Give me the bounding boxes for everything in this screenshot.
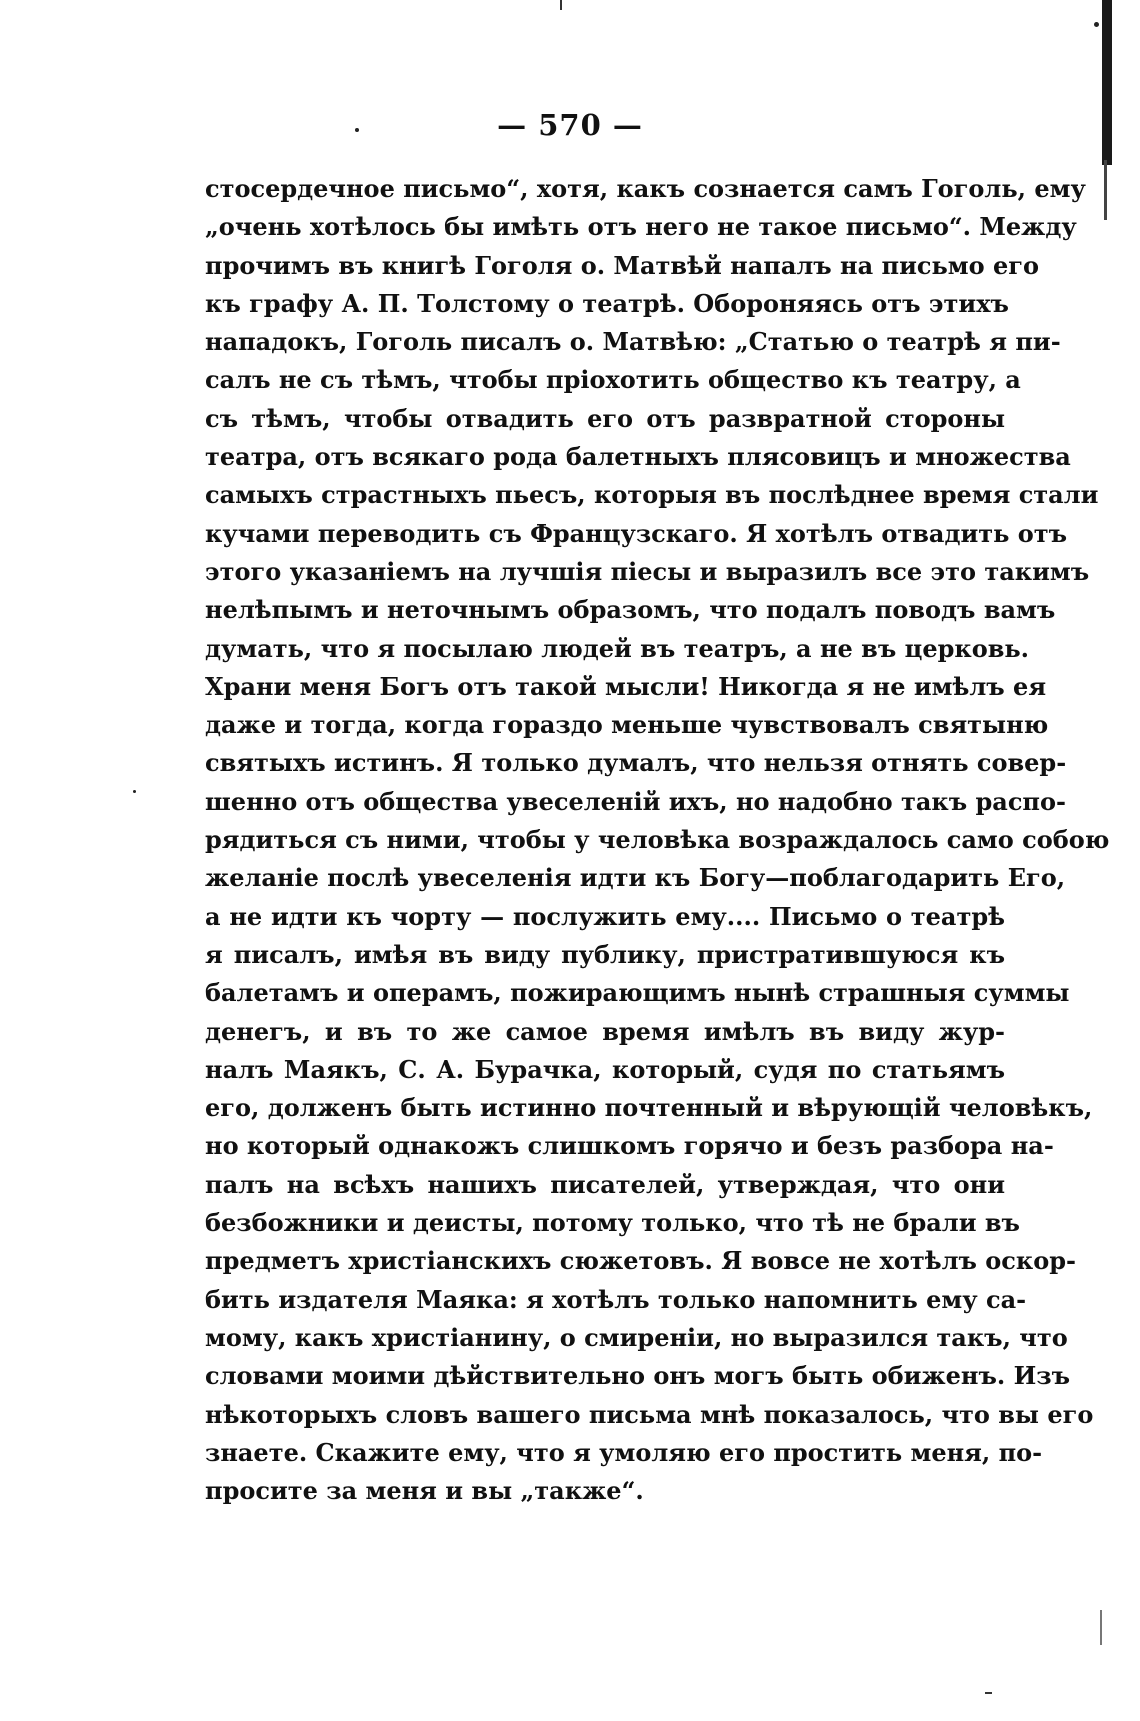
text-line: его, долженъ быть истинно почтенный и вѣрующій человѣкъ, xyxy=(205,1093,1093,1123)
text-line: безбожники и деисты, потому только, что тѣ не брали въ xyxy=(205,1208,1020,1238)
text-line: стосердечное письмо“, хотя, какъ сознается самъ Гоголь, ему xyxy=(205,174,1086,203)
scan-edge-shadow-thin xyxy=(1104,160,1107,220)
text-line: нелѣпымъ и неточнымъ образомъ, что подалъ поводъ вамъ xyxy=(205,595,1056,625)
scan-tick xyxy=(985,1692,992,1694)
scan-speck xyxy=(133,790,136,793)
scan-speck xyxy=(1094,22,1099,27)
text-line: палъ на всѣхъ нашихъ писателей, утверждая, что они xyxy=(205,1169,1005,1199)
scan-tick xyxy=(560,0,562,10)
text-line: денегъ, и въ то же самое время имѣлъ въ виду жур- xyxy=(205,1016,1005,1046)
body-text xyxy=(205,170,1110,1510)
text-line: бить издателя Маяка: я хотѣлъ только напомнить ему са- xyxy=(205,1284,1027,1314)
text-line: я писалъ, имѣя въ виду публику, пристратившуюся къ xyxy=(205,939,1005,969)
text-line: а не идти къ чорту — послужить ему.... Письмо о театрѣ xyxy=(205,901,1005,931)
text-line: знаете. Скажите ему, что я умоляю его простить меня, по- xyxy=(205,1437,1043,1467)
text-line: Храни меня Богъ отъ такой мысли! Никогда я не имѣлъ ея xyxy=(205,671,1047,701)
text-line: желаніе послѣ увеселенія идти къ Богу—поблагодарить Его, xyxy=(205,863,1066,893)
text-line: кучами переводить съ Французскаго. Я хотѣлъ отвадить отъ xyxy=(205,518,1068,548)
text-line: даже и тогда, когда гораздо меньше чувствовалъ святыню xyxy=(205,710,1049,740)
text-line: салъ не съ тѣмъ, чтобы пріохотить общество къ театру, а xyxy=(205,365,1021,395)
text-line: „очень хотѣлось бы имѣть отъ него не такое письмо“. Между xyxy=(205,212,1077,242)
page-number: — 570 — xyxy=(497,108,643,142)
text-line: нападокъ, Гоголь писалъ о. Матвѣю: „Статью о театрѣ я пи- xyxy=(205,327,1061,357)
text-line: театра, отъ всякаго рода балетныхъ плясовицъ и множества xyxy=(205,442,1071,472)
text-line: къ графу А. П. Толстому о театрѣ. Обороняясь отъ этихъ xyxy=(205,288,1009,318)
text-line: балетамъ и операмъ, пожирающимъ нынѣ страшныя суммы xyxy=(205,978,1070,1008)
text-line: налъ Маякъ, С. А. Бурачка, который, судя по статьямъ xyxy=(205,1054,1005,1084)
text-line: думать, что я посылаю людей въ театръ, а не въ церковь. xyxy=(205,633,1030,663)
text-line: но который однакожъ слишкомъ горячо и безъ разбора на- xyxy=(205,1131,1054,1161)
text-line: прочимъ въ книгѣ Гоголя о. Матвѣй напалъ на письмо его xyxy=(205,250,1039,280)
text-line: рядиться съ ними, чтобы у человѣка возраждалось само собою xyxy=(205,825,1110,855)
text-line: нѣкоторыхъ словъ вашего письма мнѣ показалось, что вы его xyxy=(205,1399,1094,1429)
text-line: предметъ христіанскихъ сюжетовъ. Я вовсе не хотѣлъ оскор- xyxy=(205,1246,1076,1276)
text-line: просите за меня и вы „также“. xyxy=(205,1476,644,1506)
text-line: словами моими дѣйствительно онъ могъ быть обиженъ. Изъ xyxy=(205,1361,1071,1391)
text-line: съ тѣмъ, чтобы отвадить его отъ развратной стороны xyxy=(205,403,1005,433)
text-line: этого указаніемъ на лучшія піесы и выразилъ все это такимъ xyxy=(205,556,1090,586)
text-line: святыхъ истинъ. Я только думалъ, что нельзя отнять совер- xyxy=(205,748,1067,778)
text-line: шенно отъ общества увеселеній ихъ, но надобно такъ распо- xyxy=(205,786,1066,816)
text-line: мому, какъ христіанину, о смиреніи, но выразился такъ, что xyxy=(205,1322,1068,1352)
text-line: самыхъ страстныхъ пьесъ, которыя въ послѣднее время стали xyxy=(205,480,1099,510)
scan-tick xyxy=(1100,1610,1102,1645)
